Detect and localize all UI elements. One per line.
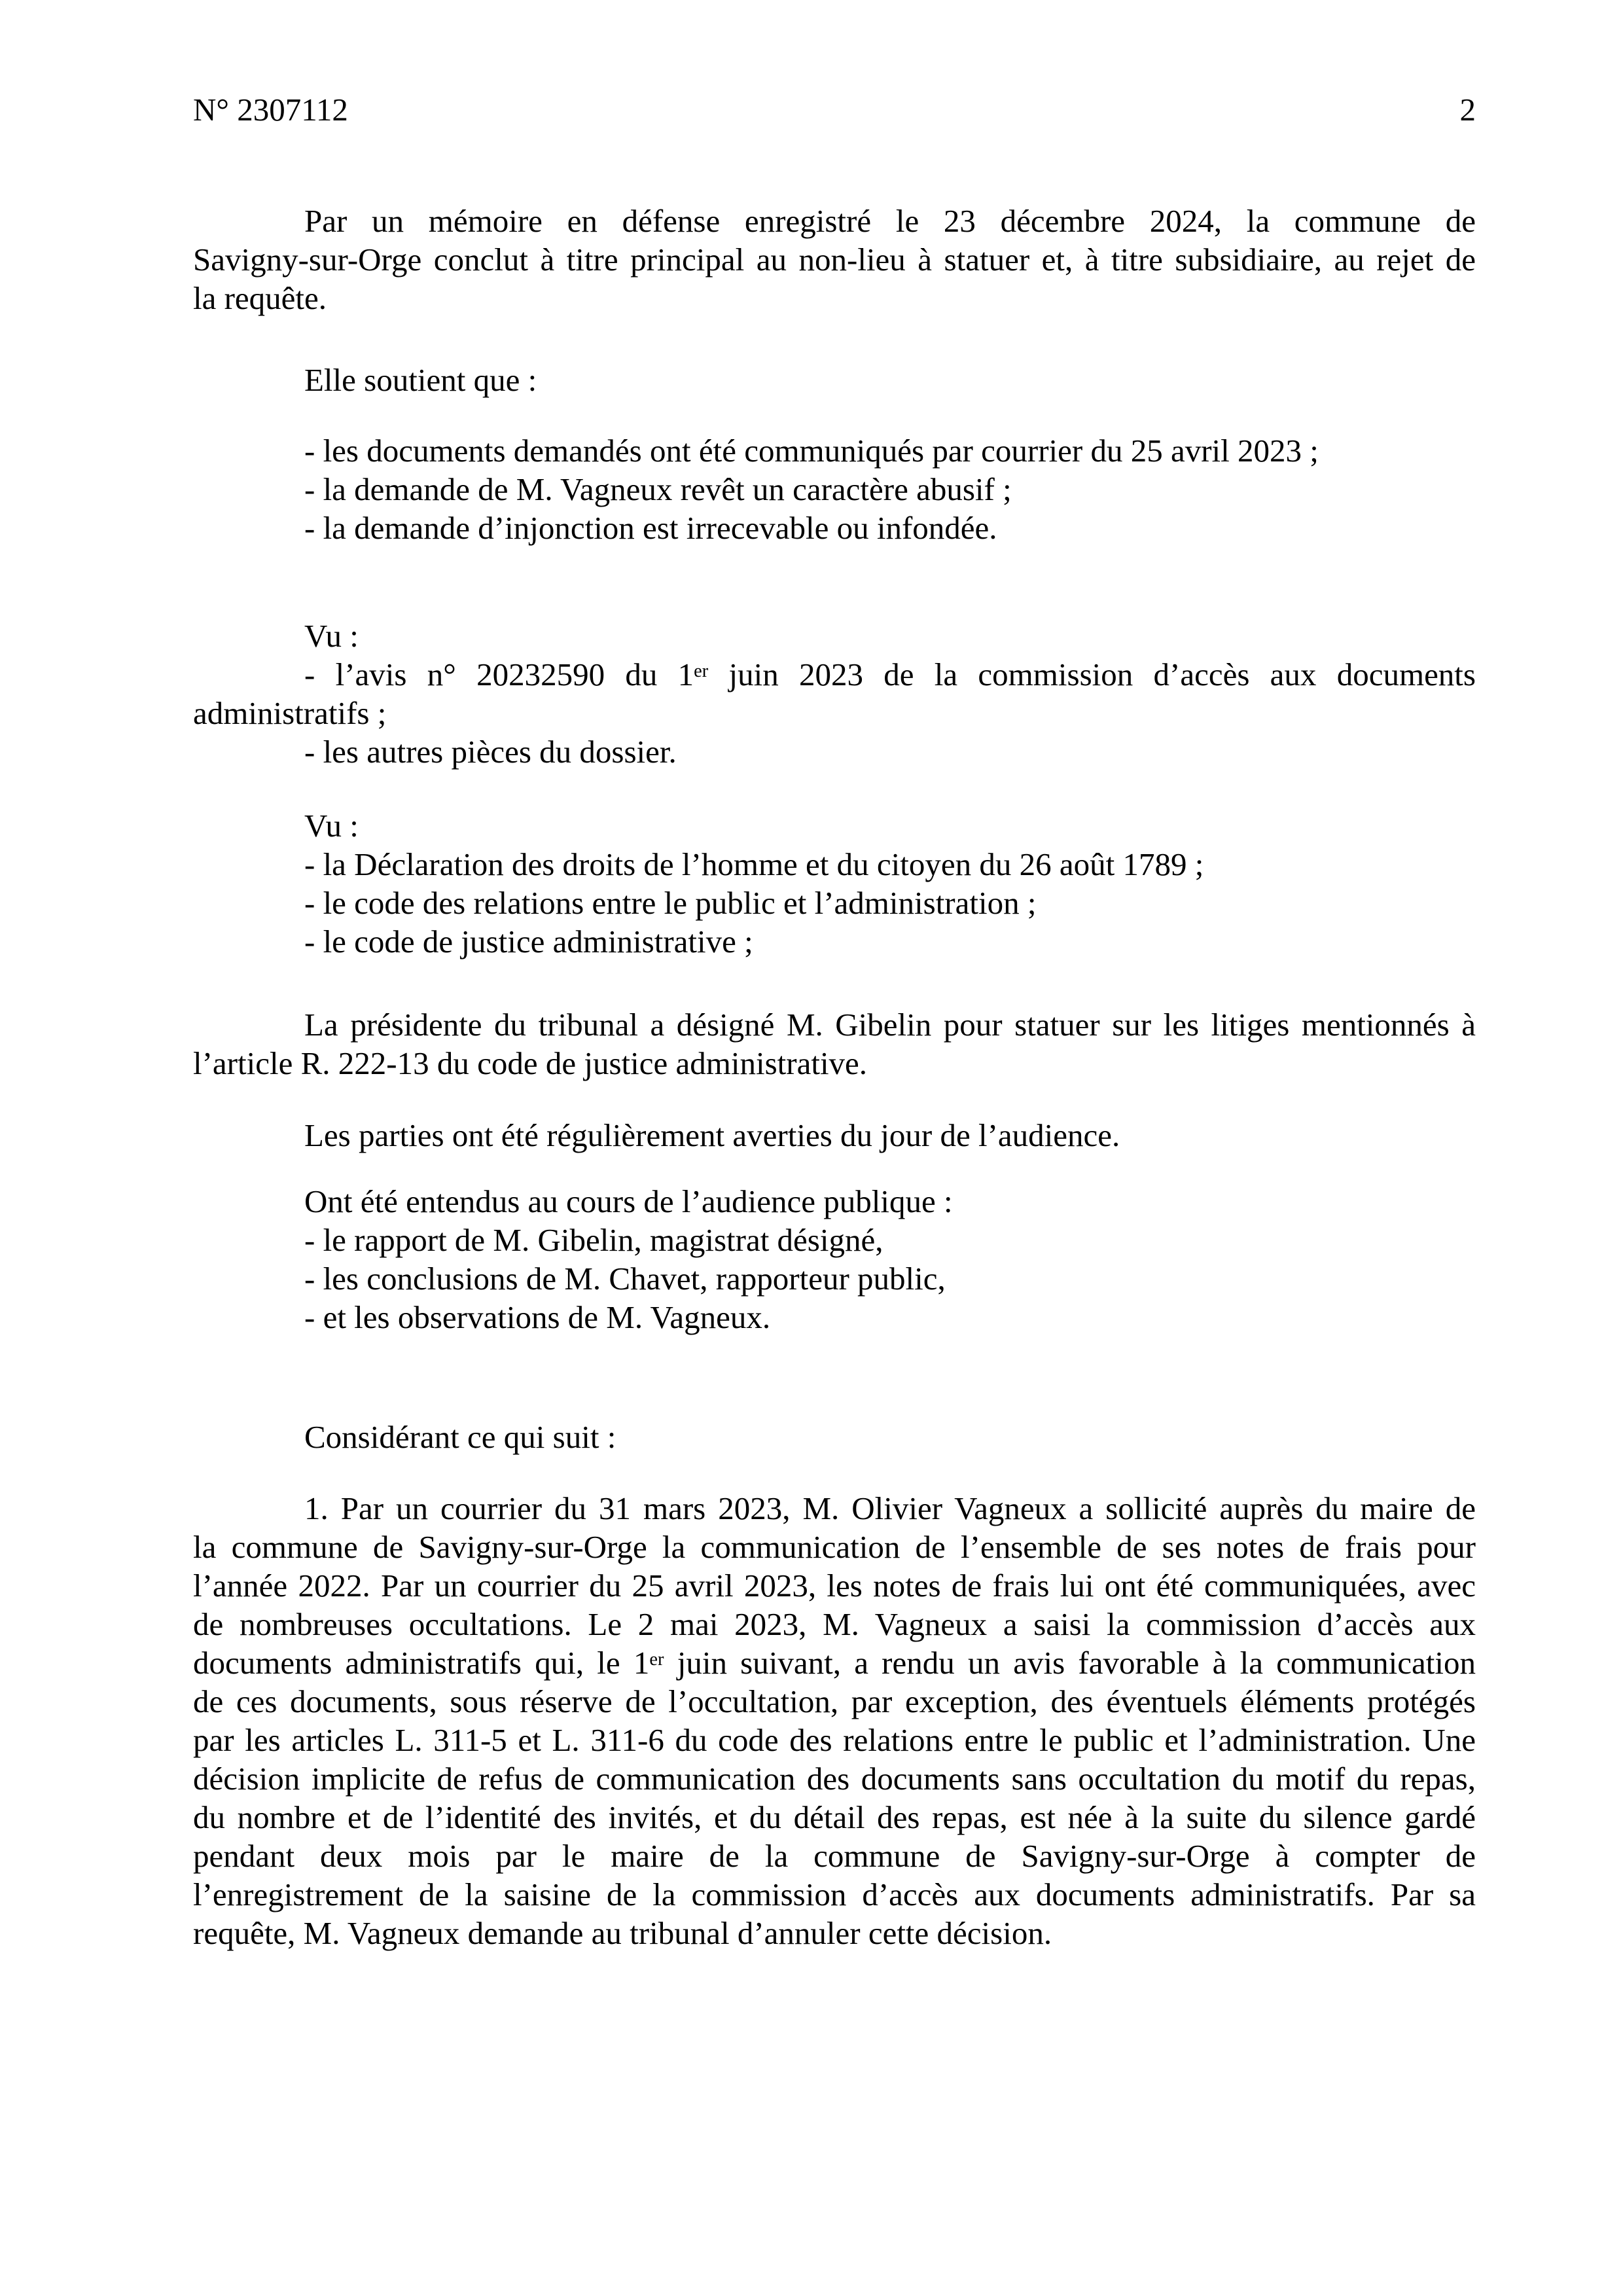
text-line: - les documents demandés ont été communiqués par courrier du 25 avril 2023 ; <box>304 433 1319 469</box>
case-number: N° 2307112 <box>193 92 348 128</box>
text-line: - le rapport de M. Gibelin, magistrat désigné, <box>304 1222 883 1258</box>
text-line: Elle soutient que : <box>304 362 537 398</box>
page-header <box>193 90 1476 129</box>
text-line: - la Déclaration des droits de l’homme et du citoyen du 26 août 1789 ; <box>304 846 1204 882</box>
considerant-intro <box>193 1418 1476 1456</box>
text-line: l’enregistrement de la saisine de la commission d’accès aux documents administratifs. Par sa <box>193 1876 1476 1912</box>
vu-codes-list <box>193 845 1476 961</box>
text-line: du nombre et de l’identité des invités, et du détail des repas, est née à la suite du silence gardé <box>193 1799 1476 1835</box>
text-line: - les conclusions de M. Chavet, rapporteur public, <box>304 1261 946 1297</box>
text-line: de ces documents, sous réserve de l’occultation, par exception, des éventuels éléments protégés <box>193 1683 1476 1719</box>
text-line: par les articles L. 311-5 et L. 311-6 du code des relations entre le public et l’administration. Une <box>193 1722 1476 1758</box>
text-line: l’année 2022. Par un courrier du 25 avril 2023, les notes de frais lui ont été communiquées, avec <box>193 1568 1476 1604</box>
text-line: - et les observations de M. Vagneux. <box>304 1299 771 1335</box>
text-line: requête, M. Vagneux demande au tribunal d’annuler cette décision. <box>193 1915 1052 1951</box>
vu-avis-intro <box>193 617 1476 655</box>
vu-avis-item <box>193 655 1476 732</box>
para-parties <box>193 1116 1476 1155</box>
text-line: l’article R. 222-13 du code de justice administrative. <box>193 1045 868 1081</box>
text-line: Vu : <box>304 618 359 654</box>
text-line: administratifs ; <box>193 695 387 731</box>
para-point-1 <box>193 1489 1476 1952</box>
text-line: - le code de justice administrative ; <box>304 924 753 960</box>
text-line: Savigny-sur-Orge conclut à titre principal au non-lieu à statuer et, à titre subsidiaire, au rejet de <box>193 242 1476 278</box>
elle-soutient-intro <box>193 361 1476 399</box>
page-number: 2 <box>1459 92 1476 128</box>
text-line: - l’avis n° 20232590 du 1er juin 2023 de la commission d’accès aux documents <box>304 656 1476 692</box>
para-memoire-defense <box>193 202 1476 317</box>
text-line: de nombreuses occultations. Le 2 mai 2023, M. Vagneux a saisi la commission d’accès aux <box>193 1606 1476 1642</box>
para-presidente <box>193 1005 1476 1083</box>
text-line: 1. Par un courrier du 31 mars 2023, M. Olivier Vagneux a sollicité auprès du maire de <box>304 1490 1476 1526</box>
text-line: la commune de Savigny-sur-Orge la communication de l’ensemble de ses notes de frais pour <box>193 1529 1476 1565</box>
text-line: - la demande d’injonction est irrecevable ou infondée. <box>304 510 997 546</box>
text-line: documents administratifs qui, le 1er juin suivant, a rendu un avis favorable à la communication <box>193 1645 1476 1681</box>
text-line: Les parties ont été régulièrement averties du jour de l’audience. <box>304 1117 1120 1153</box>
text-line: Vu : <box>304 808 359 844</box>
text-line: La présidente du tribunal a désigné M. Gibelin pour statuer sur les litiges mentionnés à <box>304 1007 1476 1043</box>
text-line: - la demande de M. Vagneux revêt un caractère abusif ; <box>304 471 1012 507</box>
text-line: pendant deux mois par le maire de la commune de Savigny-sur-Orge à compter de <box>193 1838 1476 1874</box>
audience-list <box>193 1182 1476 1336</box>
text-line: - les autres pièces du dossier. <box>304 734 677 770</box>
text-line: - le code des relations entre le public et l’administration ; <box>304 885 1037 921</box>
text-line: Considérant ce qui suit : <box>304 1419 616 1455</box>
vu-avis-rest <box>193 732 1476 771</box>
text-line: Par un mémoire en défense enregistré le 23 décembre 2024, la commune de <box>304 203 1476 239</box>
text-line: décision implicite de refus de communication des documents sans occultation du motif du repas, <box>193 1761 1476 1797</box>
vu-codes-intro <box>193 806 1476 845</box>
text-line: Ont été entendus au cours de l’audience publique : <box>304 1183 953 1219</box>
text-line: la requête. <box>193 280 327 316</box>
moyens-list <box>193 431 1476 547</box>
